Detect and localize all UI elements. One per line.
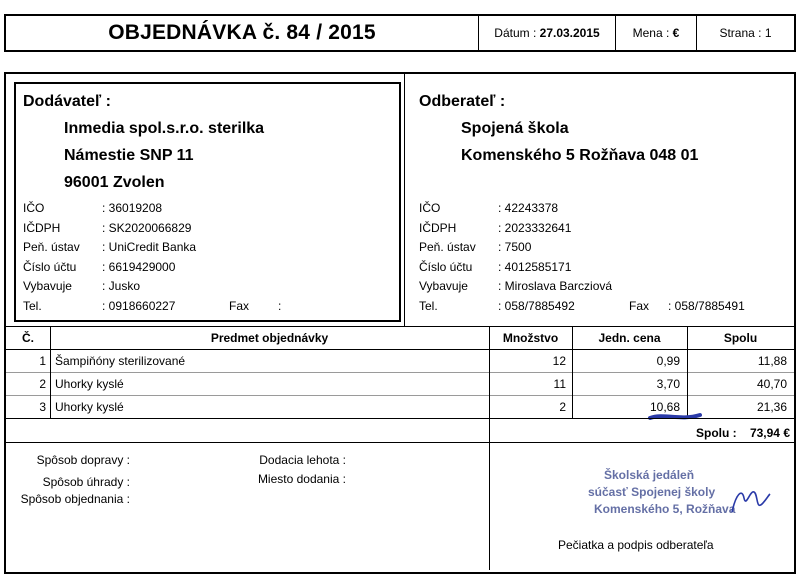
- customer-fax-label: Fax: [629, 299, 650, 313]
- signature-label: Pečiatka a podpis odberateľa: [558, 538, 714, 552]
- row-1-total: 11,88: [757, 354, 787, 368]
- customer-fax-value: : 058/7885491: [668, 299, 745, 313]
- items-table: [6, 326, 794, 440]
- supplier-ico-value: : 36019208: [102, 201, 163, 215]
- supplier-box: [14, 82, 401, 322]
- row-3-total: 21,36: [756, 400, 787, 414]
- stamp-line-1: Školská jedáleň: [604, 468, 695, 482]
- supplier-fax-value: :: [278, 299, 282, 313]
- page-label: Strana :: [719, 26, 762, 40]
- transport-label: Spôsob dopravy :: [36, 453, 130, 467]
- customer-icdph-value: : 2023332641: [498, 221, 572, 235]
- col-header-num: Č.: [22, 331, 34, 345]
- supplier-account-value: : 6619429000: [102, 260, 176, 274]
- customer-ico-label: IČO: [419, 201, 441, 215]
- row-2-item: Uhorky kyslé: [55, 377, 124, 391]
- row-3-num: 3: [39, 400, 46, 414]
- page-number-field: [697, 16, 794, 50]
- row-2-total: 40,70: [756, 377, 787, 391]
- currency-label: Mena :: [632, 26, 670, 40]
- row-1-num: 1: [39, 354, 46, 368]
- row-2-qty: 11: [553, 377, 566, 391]
- customer-bank-value: : 7500: [498, 240, 532, 254]
- delivery-time-label: Dodacia lehota :: [259, 453, 346, 467]
- supplier-icdph-value: : SK2020066829: [102, 221, 192, 235]
- order-method-label: Spôsob objednania :: [20, 492, 130, 506]
- supplier-account-label: Číslo účtu: [23, 260, 77, 274]
- signature-icon: [726, 484, 772, 518]
- order-header: [4, 14, 796, 52]
- payment-label: Spôsob úhrady :: [42, 475, 130, 489]
- date-label: Dátum :: [494, 26, 537, 40]
- row-3-item: Uhorky kyslé: [55, 400, 124, 414]
- pen-mark: [646, 410, 706, 422]
- supplier-ico-label: IČO: [23, 201, 45, 215]
- stamp-line-2: súčasť Spojenej školy: [588, 485, 716, 499]
- customer-icdph-label: IČDPH: [419, 221, 457, 235]
- customer-contact-label: Vybavuje: [419, 279, 468, 293]
- customer-contact-value: : Miroslava Barcziová: [498, 279, 613, 293]
- supplier-contact-value: : Jusko: [102, 279, 141, 293]
- order-body: [4, 72, 796, 574]
- supplier-street: Námestie SNP 11: [64, 147, 194, 164]
- date-field: [479, 16, 615, 50]
- page-value: 1: [764, 26, 772, 40]
- customer-title: Odberateľ :: [419, 93, 506, 110]
- customer-account-label: Číslo účtu: [419, 260, 473, 274]
- col-header-qty: Množstvo: [502, 331, 559, 345]
- supplier-name: Inmedia spol.s.r.o. sterilka: [64, 120, 265, 137]
- sum-value: 73,94 €: [749, 426, 790, 440]
- currency-field: [616, 16, 696, 50]
- currency-value: €: [672, 26, 680, 40]
- col-header-total: Spolu: [723, 331, 758, 345]
- customer-tel-value: : 058/7885492: [498, 299, 575, 313]
- date-value: 27.03.2015: [539, 26, 600, 40]
- col-header-item: Predmet objednávky: [210, 331, 329, 345]
- stamp-line-3: Komenského 5, Rožňava: [594, 502, 736, 516]
- row-1-qty: 12: [552, 354, 566, 368]
- order-title: OBJEDNÁVKA č. 84 / 2015: [108, 21, 376, 44]
- customer-address: Komenského 5 Rožňava 048 01: [461, 147, 699, 164]
- supplier-bank-value: : UniCredit Banka: [102, 240, 197, 254]
- row-1-unit-price: 0,99: [656, 354, 680, 368]
- customer-tel-label: Tel.: [419, 299, 438, 313]
- supplier-contact-label: Vybavuje: [23, 279, 72, 293]
- customer-ico-value: : 42243378: [498, 201, 559, 215]
- row-2-unit-price: 3,70: [656, 377, 680, 391]
- customer-account-value: : 4012585171: [498, 260, 572, 274]
- customer-bank-label: Peň. ústav: [419, 240, 476, 254]
- delivery-place-label: Miesto dodania :: [257, 472, 346, 486]
- row-3-unit-price: 10,68: [649, 400, 680, 414]
- sum-label: Spolu :: [696, 426, 737, 440]
- row-2-num: 2: [39, 377, 46, 391]
- supplier-tel-label: Tel.: [23, 299, 42, 313]
- supplier-fax-label: Fax: [229, 299, 250, 313]
- supplier-bank-label: Peň. ústav: [23, 240, 80, 254]
- supplier-tel-value: : 0918660227: [102, 299, 176, 313]
- supplier-title: Dodávateľ :: [23, 93, 111, 110]
- supplier-icdph-label: IČDPH: [23, 221, 61, 235]
- row-1-item: Šampiňóny sterilizované: [55, 354, 186, 368]
- customer-name: Spojená škola: [461, 120, 569, 137]
- supplier-city: 96001 Zvolen: [64, 174, 165, 191]
- row-3-qty: 2: [559, 400, 566, 414]
- col-header-unit-price: Jedn. cena: [598, 331, 661, 345]
